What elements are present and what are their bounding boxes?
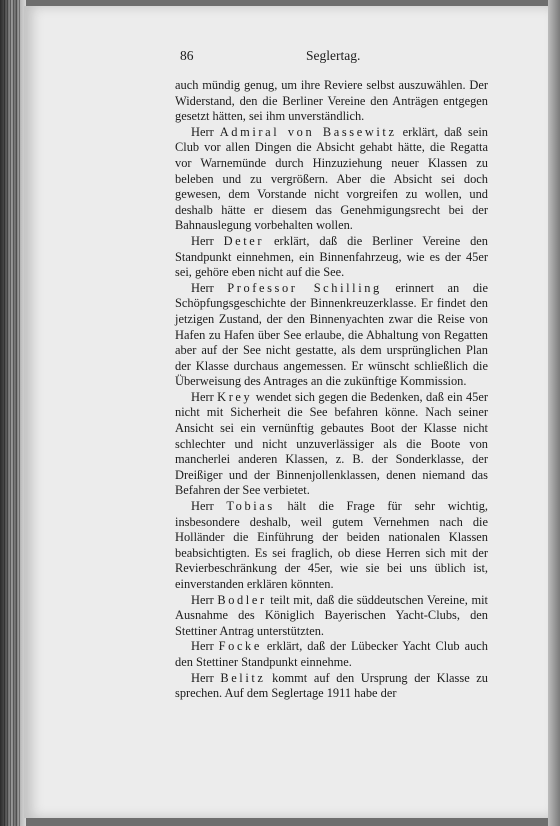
- paragraph-text: Herr: [191, 389, 218, 404]
- paragraph-text: erinnert an die Schöpfungsgeschichte der Binnenkreuzerklasse. Er findet den jetzigen Zustand, der den Binnenyachten zwar die Reise von Hafen zu Hafen über See erlaube, die Abhaltung von Regatten aber auf der See nicht gestatte, als dem ursprünglichen Plan der Klasse durchaus angemessen. Er wünscht schließlich die Überweisung des Antrages an die zukünftige Kommission.: [175, 280, 488, 389]
- paragraph-text: Herr: [191, 670, 221, 685]
- paragraph-text: Herr: [191, 592, 218, 607]
- running-title: Seglertag.: [306, 48, 361, 63]
- paragraph: [175, 125, 488, 234]
- speaker-name: Belitz: [220, 670, 266, 685]
- paragraph: [175, 390, 488, 499]
- page-header: [180, 48, 500, 68]
- paragraph-text: erklärt, daß sein Club vor allen Dingen die Absicht gehabt hätte, die Regatta vor Warnemünde durch Hinzuziehung neuer Klassen zu beleben und zu vergrößern. Aber die Absicht sei doch gewesen, dem Vorstande nicht vorgreifen zu wollen, und deshalb hätte er diesem das Genehmigungsrecht bei der Bahnauslegung vorbehalten wollen.: [175, 124, 488, 233]
- paragraph-text: auch mündig genug, um ihre Reviere selbst auszuwählen. Der Widerstand, den die Berliner Vereine den Anträgen entgegen gesetzt hätten, sei ihm unverständlich.: [175, 78, 488, 124]
- paragraph-text: hält die Frage für sehr wichtig, insbesondere deshalb, weil gutem Vernehmen nach die Holländer die Einführung der beiden nationalen Klassen beabsichtigten. Es sei fraglich, ob diese Herren sich mit der Revierbeschränkung der 45er, wie sie bei uns üblich ist, einverstanden erklären könnten.: [175, 499, 488, 591]
- body-text: [175, 78, 488, 702]
- paragraph-text: erklärt, daß der Lübecker Yacht Club auch den Stettiner Standpunkt einnehme.: [175, 639, 488, 669]
- paragraph-text: Herr: [191, 639, 219, 654]
- paragraph-text: erklärt, daß die Berliner Vereine den Standpunkt einnehmen, ein Binnenfahrzeug, wie es der 45er sei, gehöre eben nicht auf die See.: [175, 233, 488, 280]
- paragraph: [175, 234, 488, 281]
- paragraph-text: teilt mit, daß die süddeutschen Vereine, mit Ausnahme des Königlich Bayerischen Yacht-Clubs, den Stettiner Antrag unterstützten.: [175, 592, 488, 638]
- paragraph-text: wendet sich gegen die Bedenken, daß ein 45er nicht mit Sicherheit die See befahren könne. Nach seiner Ansicht sei ein vernünftig gebautes Boot der Klasse nicht schlechter und nicht unzuverlässiger als die Boote von mancherlei anderen Klassen, z. B. der Sonderklasse, der Dreißiger und der Binnenjollenklassen, denen niemand das Befahren der See verbietet.: [175, 389, 488, 498]
- binding-page-edges: [4, 0, 22, 826]
- book-binding: [0, 0, 26, 826]
- paragraph-text: kommt auf den Ursprung der Klasse zu sprechen. Auf dem Seglertage 1911 habe der: [175, 670, 488, 701]
- paragraph: [175, 281, 488, 390]
- paragraph: [175, 639, 488, 670]
- speaker-name: Bodler: [217, 592, 267, 607]
- paragraph-text: Herr: [191, 499, 227, 514]
- paragraph: [175, 78, 488, 125]
- speaker-name: Tobias: [226, 499, 275, 514]
- page-number: 86: [180, 48, 194, 63]
- paragraph: [175, 499, 488, 593]
- paragraph-text: Herr: [191, 280, 228, 295]
- speaker-name: Focke: [218, 639, 262, 654]
- page-right-edge: [548, 0, 560, 826]
- paragraph: [175, 671, 488, 702]
- paragraph-text: Herr: [191, 233, 224, 248]
- paragraph: [175, 593, 488, 640]
- speaker-name: Deter: [223, 233, 265, 248]
- paragraph-text: Herr: [191, 124, 220, 139]
- speaker-name: Krey: [217, 389, 253, 404]
- speaker-name: Professor Schilling: [227, 280, 382, 295]
- speaker-name: Admiral von Bassewitz: [219, 124, 397, 139]
